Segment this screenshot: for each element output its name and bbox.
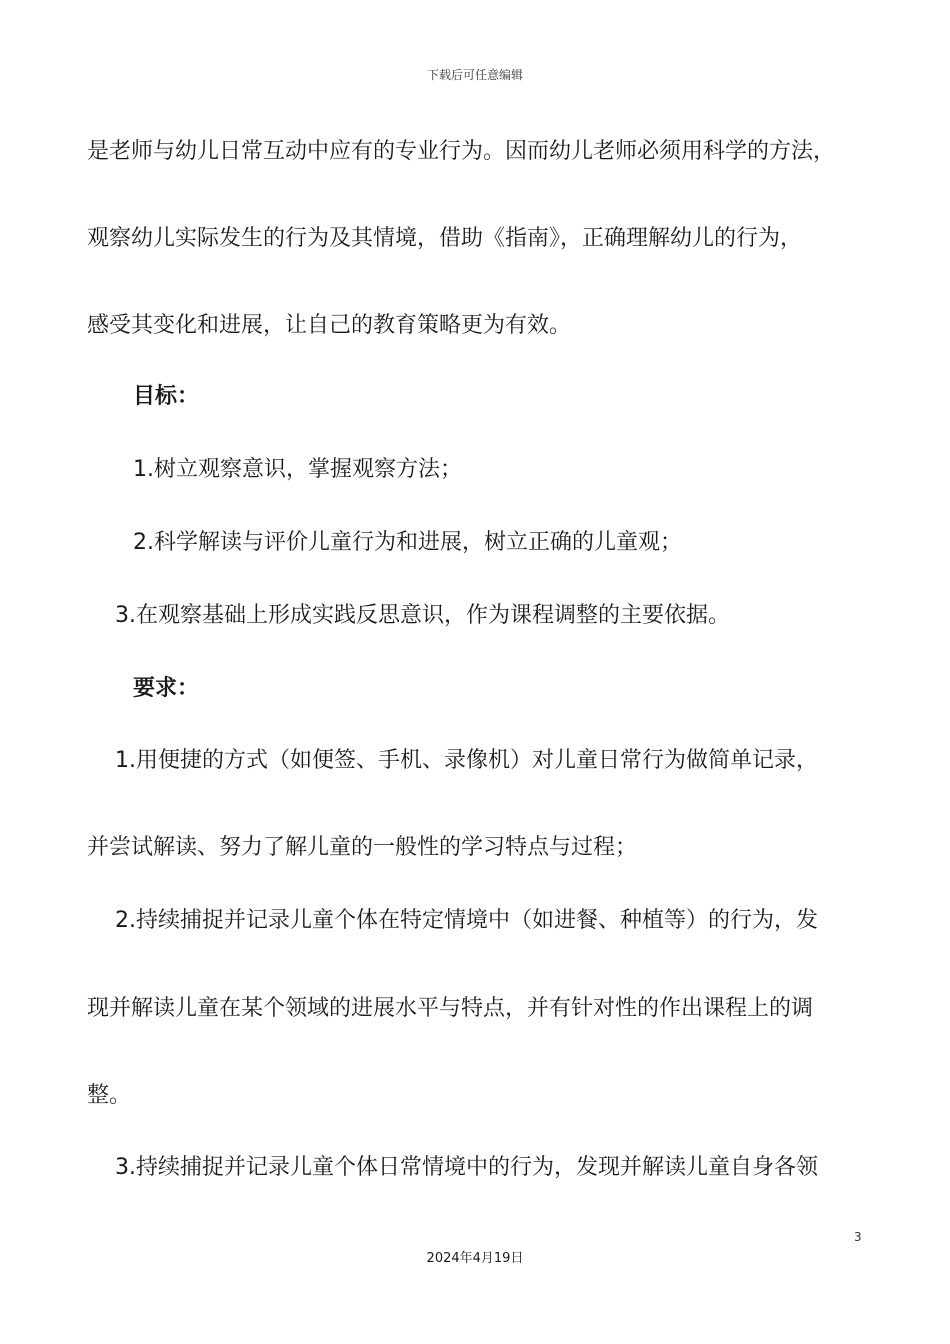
header-note: 下载后可任意编辑 <box>426 68 523 82</box>
list-item: 3.在观察基础上形成实践反思意识，作为课程调整的主要依据。 <box>115 603 730 628</box>
list-item: 3.持续捕捉并记录儿童个体日常情境中的行为，发现并解读儿童自身各领 <box>115 1155 818 1180</box>
paragraph-line: 整。 <box>87 1083 132 1108</box>
list-item: 2.持续捕捉并记录儿童个体在特定情境中（如进餐、种植等）的行为，发 <box>115 908 818 933</box>
paragraph-line: 观察幼儿实际发生的行为及其情境，借助《指南》，正确理解幼儿的行为， <box>87 226 803 251</box>
section-heading-goals: 目标： <box>133 384 200 409</box>
paragraph-line: 并尝试解读、努力了解儿童的一般性的学习特点与过程； <box>87 835 638 860</box>
list-item: 1.树立观察意识，掌握观察方法； <box>133 457 462 482</box>
section-heading-requirements: 要求： <box>133 676 200 701</box>
paragraph-line: 现并解读儿童在某个领域的进展水平与特点，并有针对性的作出课程上的调 <box>87 996 814 1021</box>
list-item: 1.用便捷的方式（如便签、手机、录像机）对儿童日常行为做简单记录， <box>115 748 818 773</box>
footer-date: 2024年4月19日 <box>426 1251 524 1266</box>
list-item: 2.科学解读与评价儿童行为和进展，树立正确的儿童观； <box>133 530 682 555</box>
paragraph-line: 是老师与幼儿日常互动中应有的专业行为。因而幼儿老师必须用科学的方法， <box>87 139 836 164</box>
page-number: 3 <box>854 1230 862 1244</box>
paragraph-line: 感受其变化和进展，让自己的教育策略更为有效。 <box>87 313 572 338</box>
